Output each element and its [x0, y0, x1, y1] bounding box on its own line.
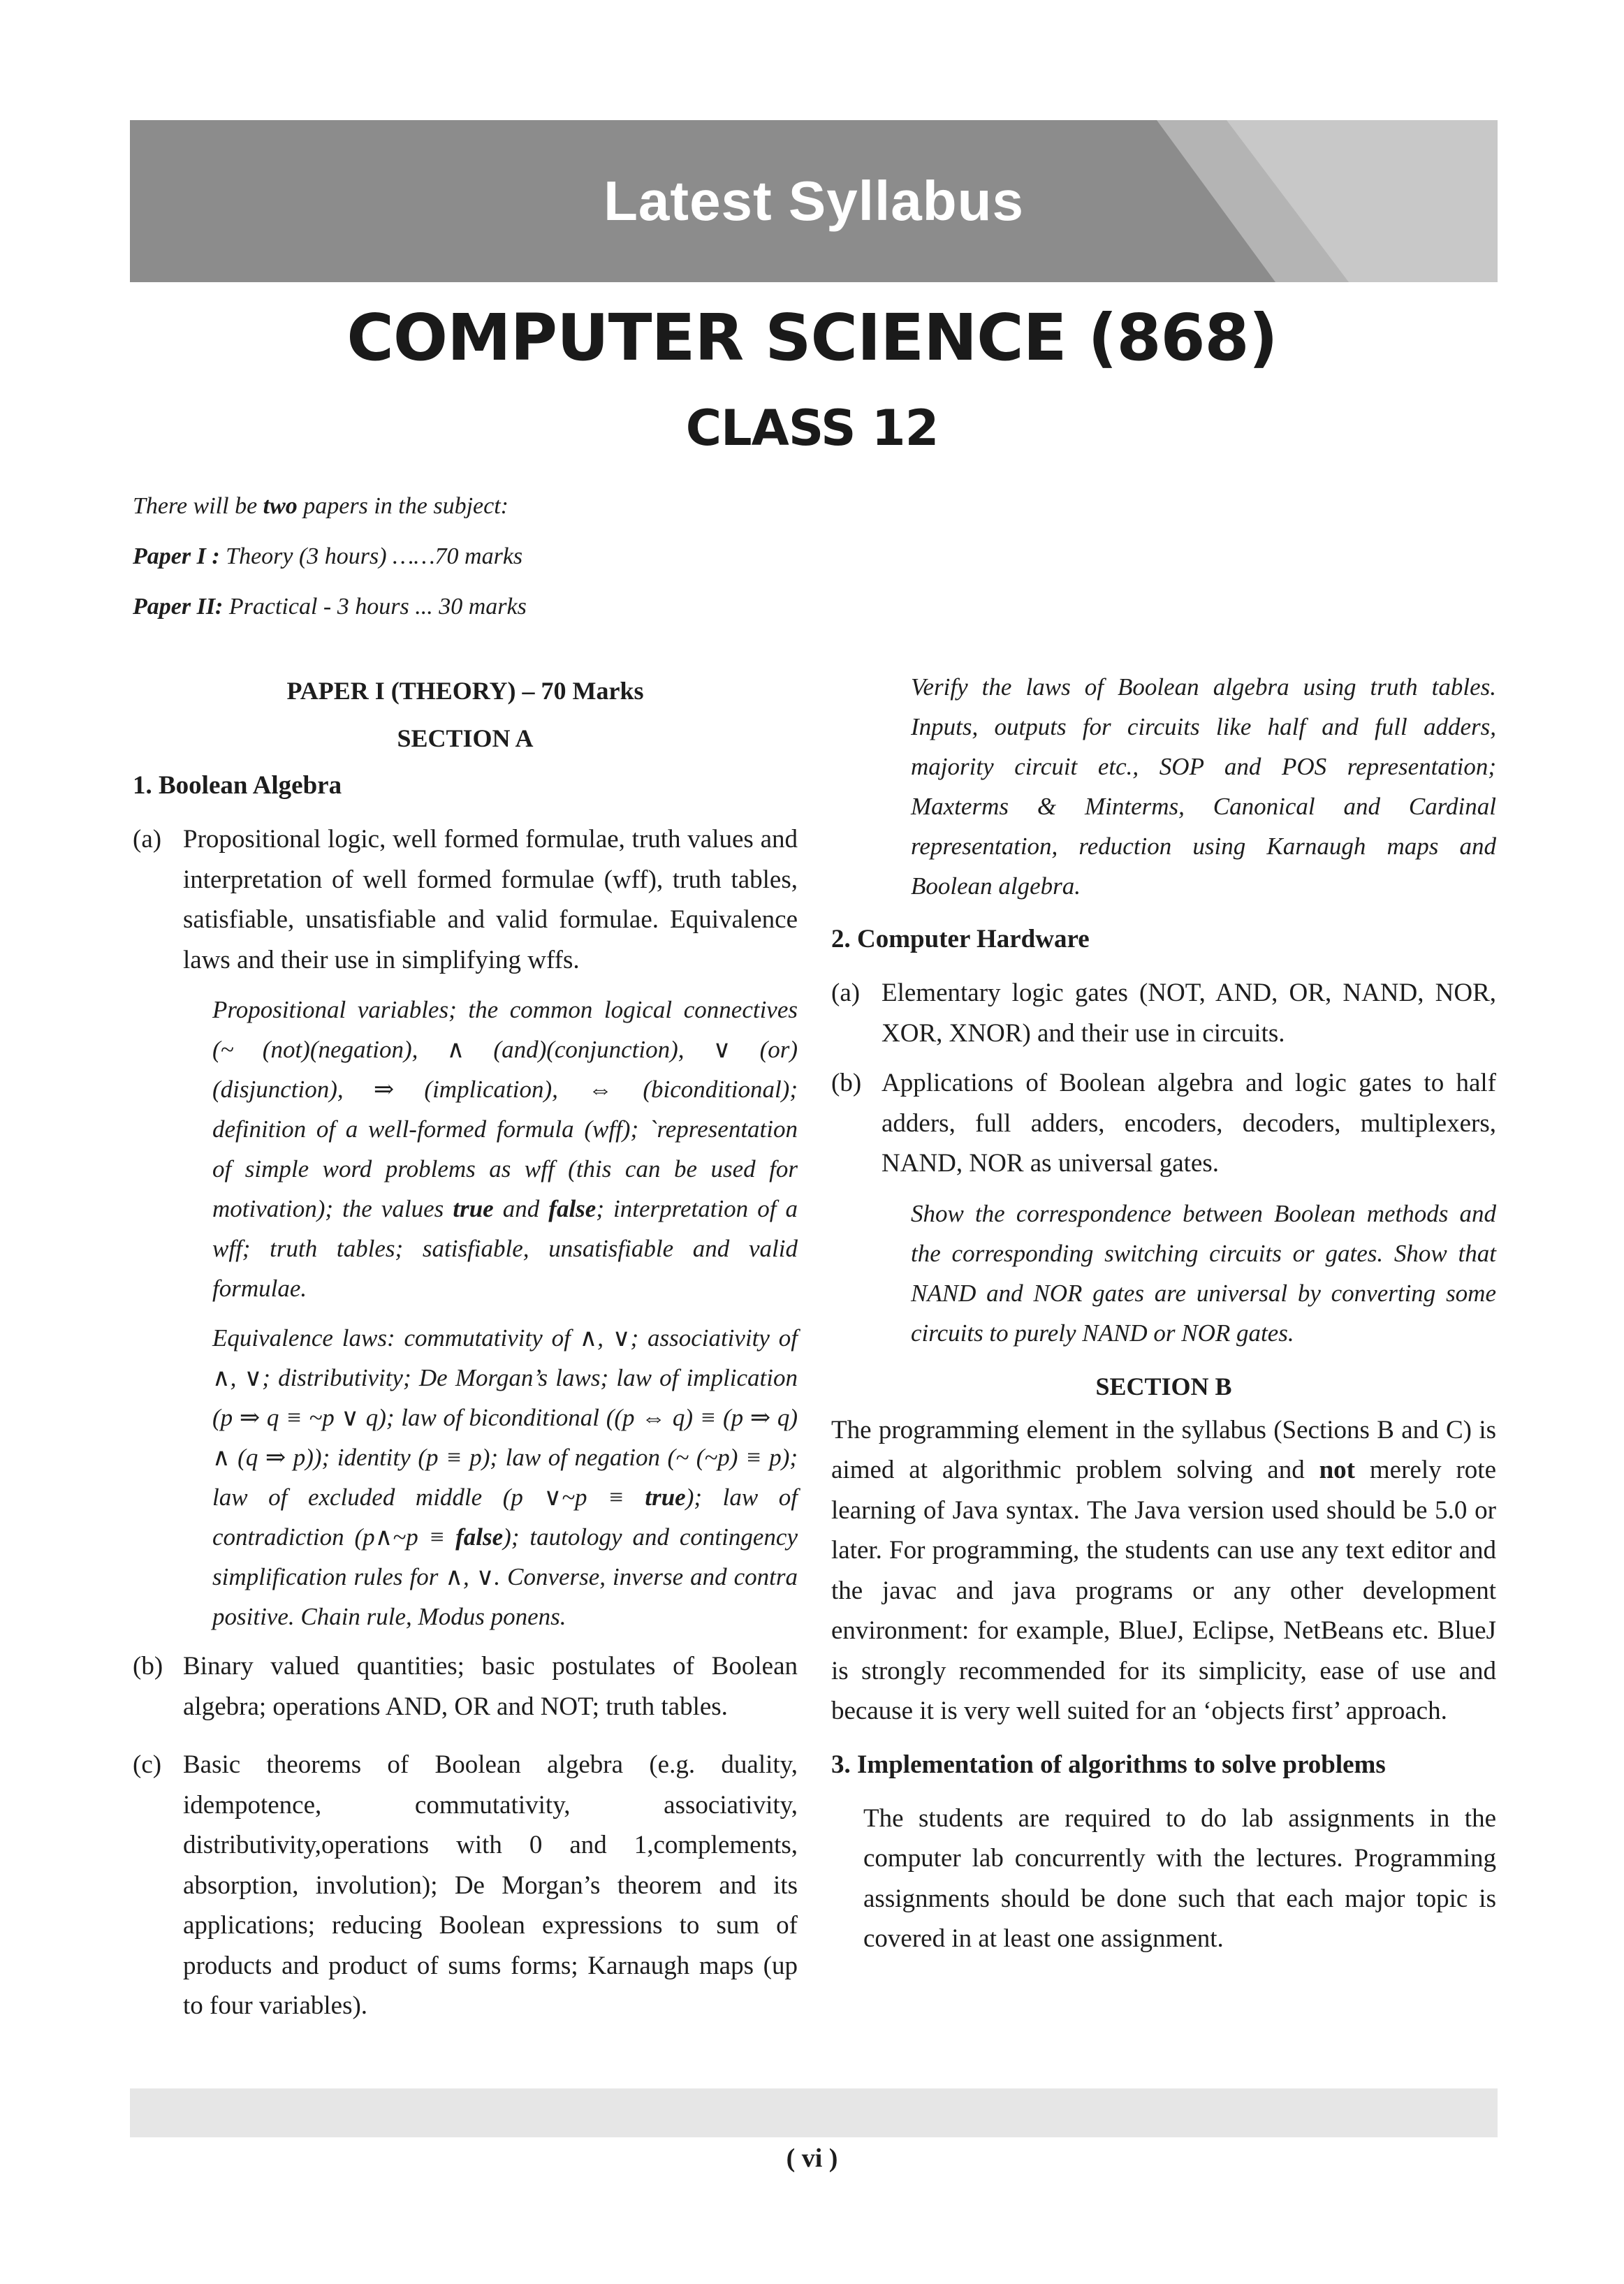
page-number: ( vi ) — [786, 2144, 838, 2173]
section-b-paragraph: The programming element in the syllabus (Sections B and C) is aimed at algorithmic problem solving and not merely rote learning of Java syntax. The Java version used should be 5.0 or later. For programming, the students can use any text editor and the javac and java programs or any other development environment: for example, BlueJ, Eclipse, NetBeans etc. BlueJ is strongly recommended for its simplicity, ease of use and because it is very well suited for an ‘objects first’ approach. — [831, 1415, 1496, 1725]
note-text: Verify the laws of Boolean algebra using truth tables. Inputs, outputs for circuits like half and full adders, majority circuit etc., SOP and POS representation; Maxterms & Minterms, Canonical and Cardinal representation, reduction using Karnaugh maps and Boolean algebra. — [911, 673, 1496, 900]
paper2-line: Paper II: Practical - 3 hours ... 30 marks — [133, 594, 527, 620]
left-column — [133, 667, 798, 2026]
page-title: COMPUTER SCIENCE (868) — [346, 300, 1278, 375]
topic-computer-hardware: 2. Computer Hardware — [831, 925, 1090, 953]
list-item: (a) Elementary logic gates (NOT, AND, OR, NAND, NOR, XOR, XNOR) and their use in circuits. — [831, 979, 1496, 1048]
section-b-heading: SECTION B — [1095, 1372, 1232, 1400]
section-a-heading: SECTION A — [397, 724, 534, 752]
intro-block — [133, 489, 971, 640]
list-item: (b) Binary valued quantities; basic postulates of Boolean algebra; operations AND, OR and NOT; truth tables. — [133, 1652, 798, 1721]
right-column — [831, 667, 1496, 1959]
paper-heading: PAPER I (THEORY) – 70 Marks — [286, 677, 644, 705]
note-text: Equivalence laws: commutativity of ∧, ∨; associativity of ∧, ∨; distributivity; De Morgan’s laws; law of implication (p ⇒ q ≡ ~p ∨ q); law of biconditional ((p ⇔ q) ≡ (p ⇒ q) ∧ (q ⇒ p)); identity (p ≡ p); law of negation (~ (~p) ≡ p); law of excluded middle (p ∨~p ≡ true); law of contradiction (p∧~p ≡ false); tautology and contingency simplification rules for ∧, ∨. Converse, inverse and contra positive. Chain rule, Modus ponens. — [212, 1324, 798, 1630]
note-text: Propositional variables; the common logical connectives (~ (not)(negation), ∧ (and)(conjunction), ∨ (or) (disjunction), ⇒ (implication), ⇔ (biconditional); definition of a well-formed formula (wff); `representation of simple word problems as wff (this can be used for motivation); the values true and false; interpretation of a wff; truth tables; satisfiable, unsatisfiable and valid formulae. — [212, 996, 798, 1302]
banner-title: Latest Syllabus — [603, 170, 1024, 232]
topic-paragraph: The students are required to do lab assignments in the computer lab concurrently with the lectures. Programming assignments should be done such that each major topic is covered in at least one assignment. — [863, 1803, 1496, 1953]
topic-implementation: 3. Implementation of algorithms to solve problems — [831, 1750, 1386, 1779]
paper1-line: Paper I : Theory (3 hours) ……70 marks — [133, 543, 523, 569]
list-item: (c) Basic theorems of Boolean algebra (e.g. duality, idempotence, commutativity, associativity, distributivity,operations with 0 and 1,complements, absorption, involution); De Morgan’s theorem and its applications; reducing Boolean expressions to sum of products and product of sums forms; Karnaugh maps (up to four variables). — [133, 1750, 798, 2020]
list-item: (a) Propositional logic, well formed formulae, truth values and interpretation of well formed formulae (wff), truth tables, satisfiable, unsatisfiable and valid formulae. Equivalence laws and their use in simplifying wffs. — [133, 825, 798, 974]
intro-line: There will be two papers in the subject: — [133, 493, 509, 519]
topic-boolean-algebra: 1. Boolean Algebra — [133, 771, 342, 800]
syllabus-banner — [130, 120, 1498, 282]
note-text: Show the correspondence between Boolean methods and the corresponding switching circuits or gates. Show that NAND and NOR gates are universal by converting some circuits to purely NAND or NOR gates. — [911, 1199, 1496, 1347]
footer-band — [130, 2088, 1498, 2137]
list-item: (b) Applications of Boolean algebra and logic gates to half adders, full adders, encoders, decoders, multiplexers, NAND, NOR as universal gates. — [831, 1069, 1496, 1178]
page-subtitle: CLASS 12 — [685, 400, 939, 457]
